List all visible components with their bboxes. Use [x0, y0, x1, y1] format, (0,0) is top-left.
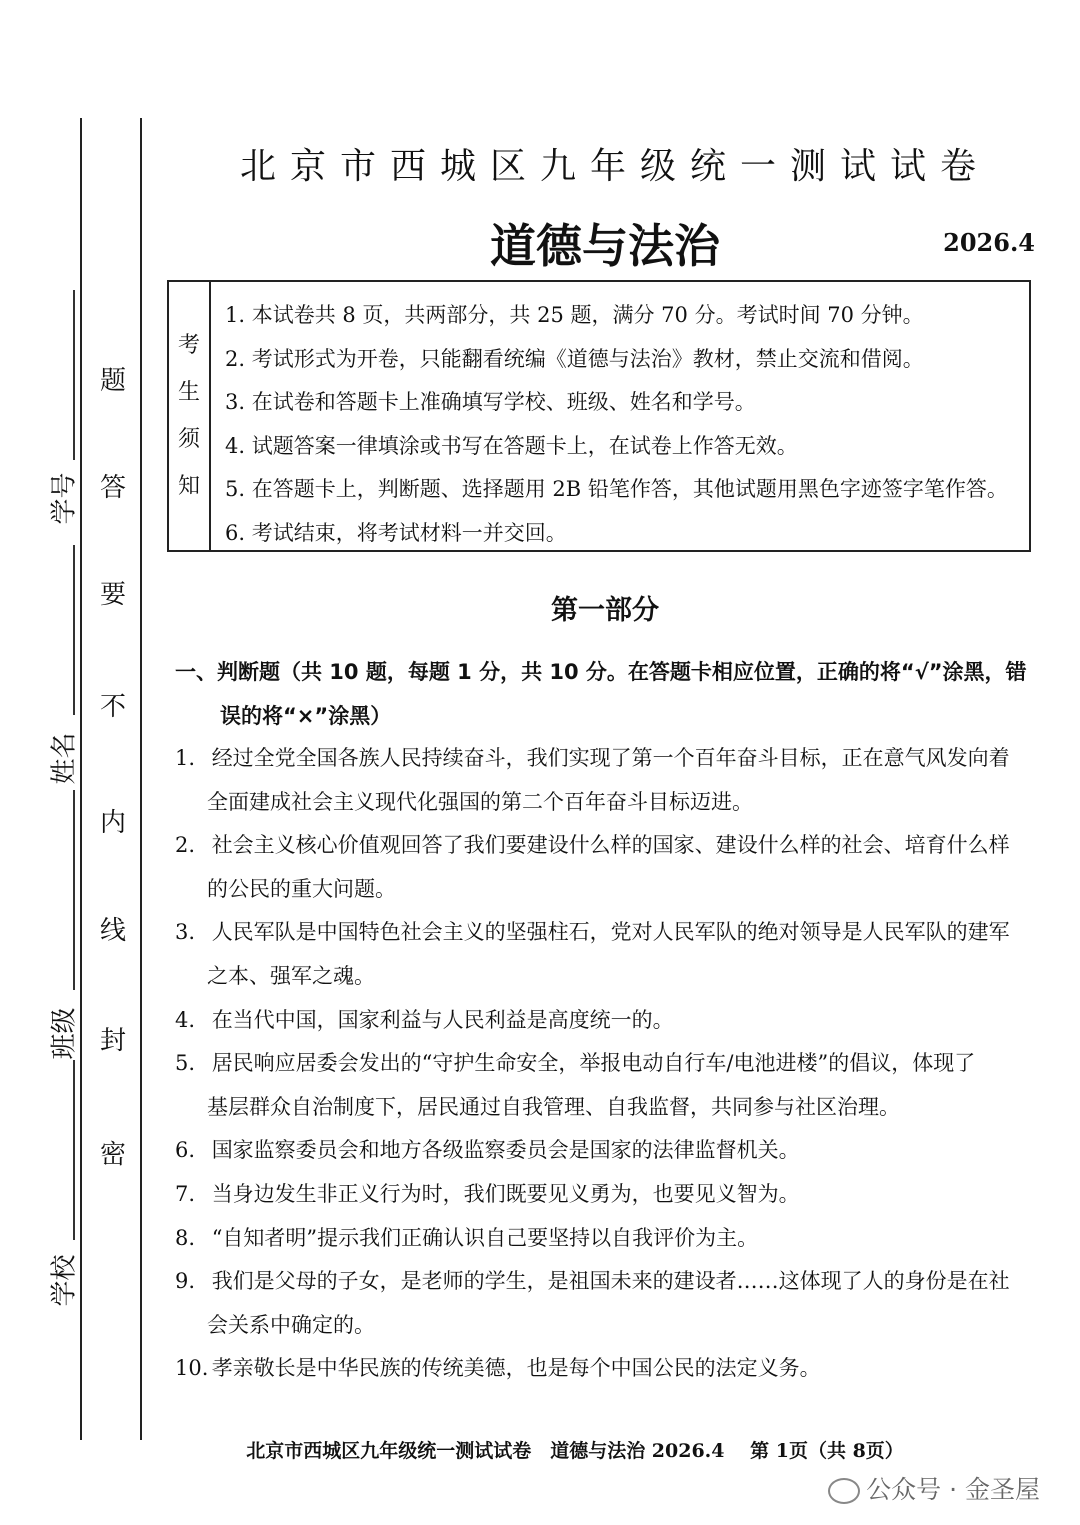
question-text: 国家监察委员会和地方各级监察委员会是国家的法律监督机关。	[211, 1138, 800, 1163]
question-text-cont: 的公民的重大问题。	[207, 876, 396, 901]
binding-char: 题	[100, 366, 127, 396]
school-field-line[interactable]	[73, 1060, 75, 1240]
notice-item: 6. 考试结束，将考试材料一并交回。	[225, 520, 567, 545]
question-item	[175, 1042, 1035, 1129]
notice-label-char: 生	[177, 380, 200, 405]
notice-item: 3. 在试卷和答题卡上准确填写学校、班级、姓名和学号。	[225, 390, 756, 414]
watermark-text: 公众号 · 金圣屋	[866, 1475, 1040, 1504]
notice-label-char: 须	[177, 427, 200, 452]
question-text-cont: 之本、强军之魂。	[207, 963, 375, 988]
question-number: 8.	[175, 1225, 196, 1250]
question-group-header	[175, 650, 1035, 738]
question-number: 5.	[175, 1051, 196, 1076]
question-group-header-line: 一、判断题（共 10 题，每题 1 分，共 10 分。在答题卡相应位置，正确的将“√”涂黑，错	[175, 660, 1027, 684]
page-footer: 北京市西城区九年级统一测试试卷 道德与法治 2026.4 第 1页（共 8页）	[246, 1440, 904, 1462]
question-item	[175, 911, 1035, 998]
wechat-icon	[828, 1478, 860, 1504]
binding-char: 内	[100, 808, 127, 838]
question-number: 10.	[175, 1356, 209, 1381]
question-text-cont: 基层群众自治制度下，居民通过自我管理、自我监督，共同参与社区治理。	[207, 1094, 900, 1119]
question-number: 7.	[175, 1181, 196, 1206]
question-item	[175, 737, 1035, 824]
question-number: 9.	[175, 1269, 196, 1294]
section-title: 第一部分	[551, 595, 659, 626]
binding-char: 线	[100, 916, 127, 946]
question-item	[175, 1129, 1035, 1173]
question-list	[175, 737, 1035, 1391]
binding-char: 答	[100, 473, 127, 503]
question-text-cont: 会关系中确定的。	[207, 1312, 375, 1337]
binding-char: 不	[100, 692, 127, 722]
question-text: “自知者明”提示我们正确认识自己要坚持以自我评价为主。	[211, 1225, 759, 1250]
binding-char: 密	[100, 1140, 127, 1170]
question-text: 社会主义核心价值观回答了我们要建设什么样的国家、建设什么样的社会、培育什么样	[211, 833, 1010, 858]
binding-char: 封	[100, 1026, 127, 1056]
notice-label-char: 考	[177, 333, 200, 358]
student-id-field-line[interactable]	[73, 290, 75, 460]
name-field-line[interactable]	[73, 545, 75, 715]
watermark	[828, 1470, 1040, 1506]
question-group-header-line: 误的将“×”涂黑）	[220, 704, 392, 728]
question-text-cont: 全面建成社会主义现代化强国的第二个百年奋斗目标迈进。	[207, 789, 753, 814]
question-item	[175, 999, 1035, 1043]
binding-line-inner	[140, 118, 142, 1440]
notice-label-char: 知	[177, 474, 200, 499]
name-label: 姓名	[49, 732, 80, 785]
question-text: 人民军队是中国特色社会主义的坚强柱石，党对人民军队的绝对领导是人民军队的建军	[211, 920, 1010, 945]
question-item	[175, 1217, 1035, 1261]
notice-list	[225, 294, 1021, 555]
class-label: 班级	[49, 1007, 80, 1060]
question-item	[175, 824, 1035, 911]
question-text: 经过全党全国各族人民持续奋斗，我们实现了第一个百年奋斗目标，正在意气风发向着	[211, 746, 1010, 770]
question-text: 孝亲敬长是中华民族的传统美德，也是每个中国公民的法定义务。	[211, 1356, 821, 1381]
notice-item: 1. 本试卷共 8 页，共两部分，共 25 题，满分 70 分。考试时间 70 分钟。	[225, 303, 924, 327]
subject-title: 道德与法治	[490, 219, 720, 273]
question-text: 当身边发生非正义行为时，我们既要见义勇为，也要见义智为。	[211, 1181, 800, 1206]
question-number: 6.	[175, 1138, 196, 1163]
question-item	[175, 1173, 1035, 1217]
student-id-label: 学号	[49, 472, 80, 525]
binding-char: 要	[100, 580, 127, 610]
exam-date: 2026.4	[943, 228, 1035, 257]
notice-item: 5. 在答题卡上，判断题、选择题用 2B 铅笔作答，其他试题用黑色字迹签字笔作答。	[225, 477, 1008, 501]
question-number: 2.	[175, 833, 196, 858]
question-text: 居民响应居委会发出的“守护生命安全，举报电动自行车/电池进楼”的倡议，体现了	[211, 1051, 976, 1076]
class-field-line[interactable]	[73, 790, 75, 990]
exam-title: 北京市西城区九年级统一测试试卷	[239, 146, 990, 187]
question-text: 我们是父母的子女，是老师的学生，是祖国未来的建设者……这体现了人的身份是在社	[211, 1269, 1010, 1294]
notice-item: 4. 试题答案一律填涂或书写在答题卡上，在试卷上作答无效。	[225, 433, 798, 458]
question-number: 3.	[175, 920, 196, 945]
exam-notice-box	[167, 280, 1031, 552]
question-item	[175, 1260, 1035, 1347]
notice-label	[169, 282, 211, 550]
school-label: 学校	[49, 1254, 80, 1307]
question-number: 1.	[175, 746, 196, 770]
question-number: 4.	[175, 1007, 196, 1032]
question-item	[175, 1347, 1035, 1391]
notice-item: 2. 考试形式为开卷，只能翻看统编《道德与法治》教材，禁止交流和借阅。	[225, 346, 924, 371]
question-text: 在当代中国，国家利益与人民利益是高度统一的。	[211, 1007, 674, 1032]
